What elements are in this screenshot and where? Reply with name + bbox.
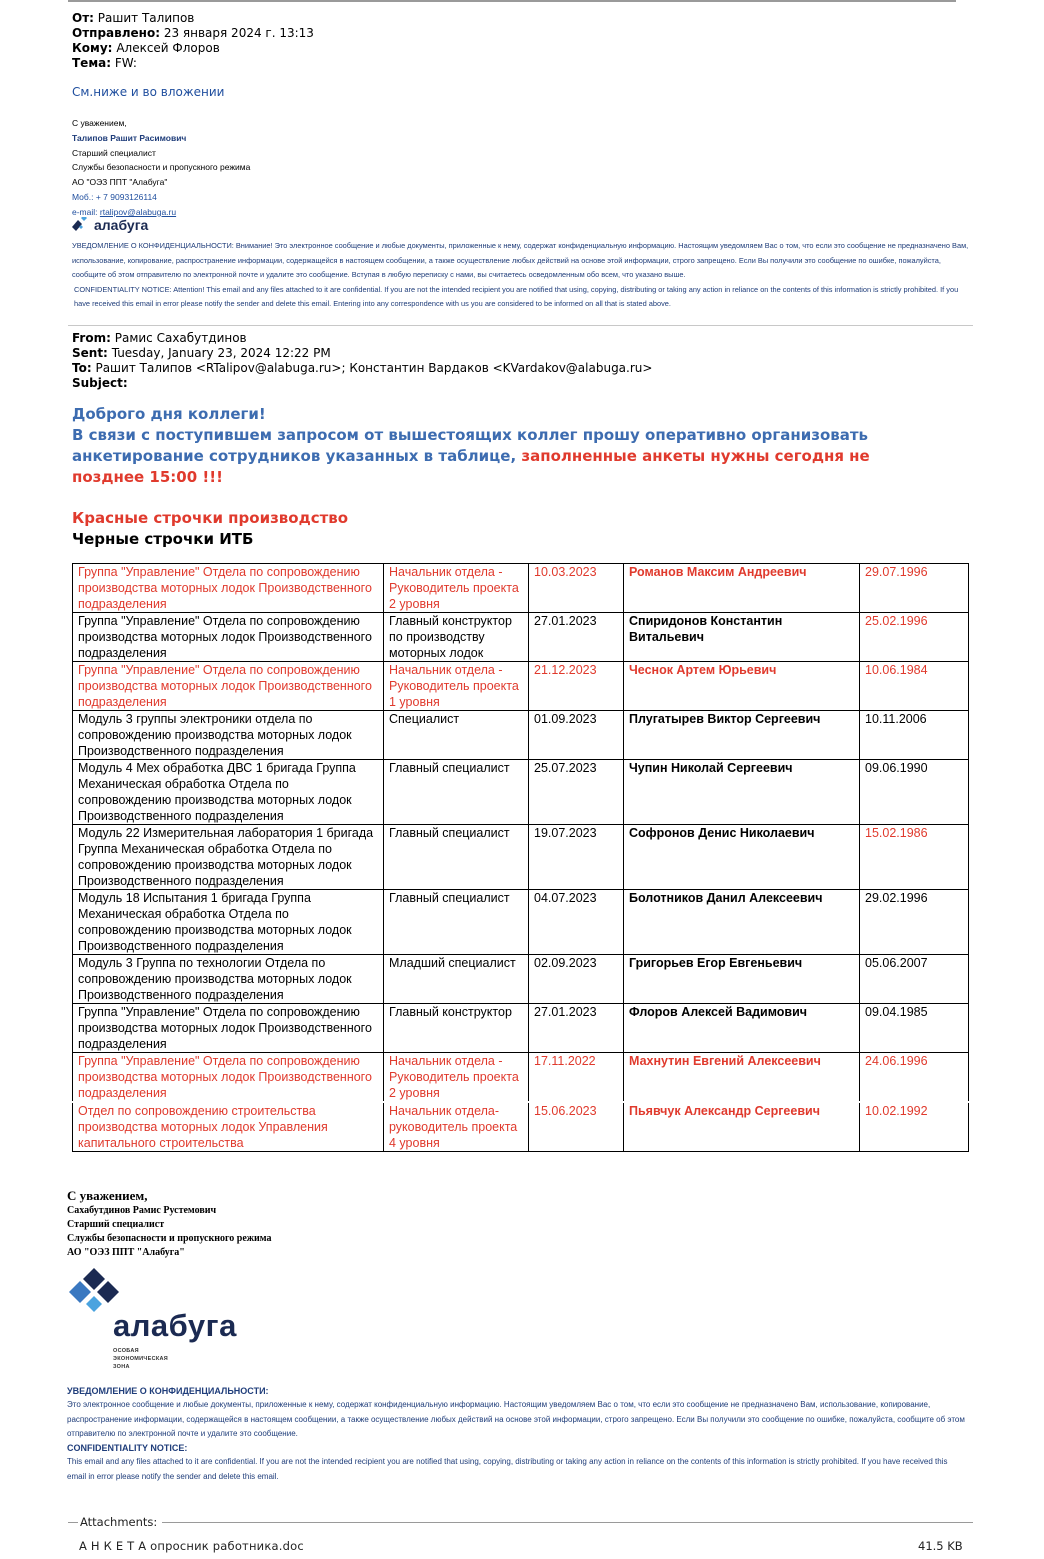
- message-line3: позднее 15:00 !!!: [72, 468, 223, 486]
- employee-name-cell: Чупин Николай Сергеевич: [624, 760, 860, 825]
- large-logo-subtitle: ОСОБАЯ ЭКОНОМИЧЕСКАЯ ЗОНА: [113, 1348, 169, 1370]
- position-cell: Начальник отдела - Руководитель проекта 2 уровня: [384, 564, 529, 613]
- position-cell: Главный специалист: [384, 890, 529, 955]
- from-value: Рашит Талипов: [97, 11, 195, 25]
- position-cell: Специалист: [384, 711, 529, 760]
- birth-date-cell: 05.06.2007: [860, 955, 969, 1004]
- employee-table-body: [73, 564, 969, 1152]
- employee-table: [72, 563, 969, 1152]
- table-row: [73, 890, 969, 955]
- sig1-name: Талипов Рашит Расимович: [72, 132, 187, 143]
- birth-date-cell: 10.06.1984: [860, 662, 969, 711]
- department-cell: Модуль 3 Группа по технологии Отдела по сопровождению производства моторных лодок Производственного подразделения: [73, 955, 384, 1004]
- attachments-rule-left: [68, 1522, 78, 1523]
- small-logo: [72, 217, 148, 233]
- hire-date-cell: 19.07.2023: [529, 825, 624, 890]
- sig1-email-link[interactable]: rtalipov@alabuga.ru: [99, 206, 177, 217]
- hire-date-cell: 10.03.2023: [529, 564, 624, 613]
- position-cell: Главный конструктор по производству моторных лодок: [384, 613, 529, 662]
- notice1-ru: УВЕДОМЛЕНИЕ О КОНФИДЕНЦИАЛЬНОСТИ: Внимание! Это электронное сообщение и любые документы, приложенные к нему, содержат конфиденциальную информацию. Настоящим уведомляем Вас о том, что если это сообщение не предназначено Вам, использование, копирование, распространение информации, содержащейся в настоящем сообщении, а также осуществление любых действий на основе этой информации, строго запрещено. Если Вы получили это сообщение по ошибке, пожалуйста, сообщите об этом отправителю по электронной почте и удалите это сообщение. Вступая в любую переписку с нами, вы считаетесь осведомленным обо всем, что указано выше.: [72, 241, 969, 279]
- department-cell: Модуль 22 Измерительная лаборатория 1 бригада Группа Механическая обработка Отдела по сопровождению производства моторных лодок Производственного подразделения: [73, 825, 384, 890]
- sig2-greeting: С уважением,: [67, 1188, 148, 1203]
- notice2-en-text: This email and any files attached to it are confidential. If you are not the intended recipient you are notified that using, copying, distributing or taking any action in reliance on the contents of this information is strictly prohibited. If you have received this email in error please notify the sender and delete this email.: [67, 1457, 948, 1481]
- sig2-department: Службы безопасности и пропускного режима: [67, 1233, 272, 1244]
- message-line1: В связи с поступившем запросом от вышестоящих коллег прошу оперативно организовать: [72, 426, 869, 444]
- sig2-position: Старший специалист: [67, 1219, 165, 1230]
- top-divider: [68, 0, 956, 2]
- email-header: [72, 11, 314, 71]
- employee-name-cell: Романов Максим Андреевич: [624, 564, 860, 613]
- alabuga-logo-icon: [72, 217, 90, 233]
- position-cell: Главный специалист: [384, 760, 529, 825]
- message-line2: анкетирование сотрудников указанных в таблице, заполненные анкеты нужны сегодня не: [72, 447, 870, 465]
- table-row: [73, 825, 969, 890]
- position-cell: Начальник отдела - Руководитель проекта 1 уровня: [384, 662, 529, 711]
- table-row: [73, 1102, 969, 1152]
- position-cell: Главный конструктор: [384, 1004, 529, 1053]
- signature-2: [67, 1188, 272, 1260]
- table-row: [73, 711, 969, 760]
- sig1-company: АО "ОЭЗ ППТ "Алабуга": [72, 177, 168, 188]
- fwd-sent-row: Sent: Tuesday, January 23, 2024 12:22 PM: [72, 346, 331, 360]
- department-cell: Группа "Управление" Отдела по сопровождению производства моторных лодок Производственного подразделения: [73, 662, 384, 711]
- message-greeting: Доброго дня коллеги!: [72, 405, 266, 423]
- attachment-file-size: 41.5 KB: [918, 1539, 963, 1553]
- attachments-rule-right: [162, 1522, 973, 1523]
- table-row: [73, 955, 969, 1004]
- birth-date-cell: 10.11.2006: [860, 711, 969, 760]
- employee-name-cell: Флоров Алексей Вадимович: [624, 1004, 860, 1053]
- department-cell: Модуль 18 Испытания 1 бригада Группа Механическая обработка Отдела по сопровождению производства моторных лодок Производственного подразделения: [73, 890, 384, 955]
- legend-black-rows: Черные строчки ИТБ: [72, 530, 254, 548]
- to-row: Кому: Алексей Флоров: [72, 41, 220, 55]
- table-row: [73, 564, 969, 613]
- fwd-to-row: To: Рашит Талипов <RTalipov@alabuga.ru>; Константин Вардаков <KVardakov@alabuga.ru>: [72, 361, 653, 375]
- subject-value: FW:: [114, 56, 137, 70]
- employee-name-cell: Болотников Данил Алексеевич: [624, 890, 860, 955]
- confidentiality-notice-2: [67, 1384, 967, 1484]
- attachments-label: Attachments:: [80, 1515, 158, 1529]
- forwarded-header: [72, 331, 652, 391]
- notice2-en-title: CONFIDENTIALITY NOTICE:: [67, 1443, 188, 1454]
- sig1-department: Службы безопасности и пропускного режима: [72, 162, 251, 173]
- email-body-text: См.ниже и во вложении: [72, 85, 225, 99]
- department-cell: Модуль 3 группы электроники отдела по сопровождению производства моторных лодок Производственного подразделения: [73, 711, 384, 760]
- hire-date-cell: 27.01.2023: [529, 613, 624, 662]
- hire-date-cell: 01.09.2023: [529, 711, 624, 760]
- forward-separator: [68, 325, 973, 326]
- employee-name-cell: Григорьев Егор Евгеньевич: [624, 955, 860, 1004]
- position-cell: Младший специалист: [384, 955, 529, 1004]
- large-logo-text: алабуга: [113, 1308, 237, 1343]
- sent-row: Отправлено: 23 января 2024 г. 13:13: [72, 26, 314, 40]
- fwd-subject-row: Subject:: [72, 376, 128, 390]
- birth-date-cell: 24.06.1996: [860, 1053, 969, 1103]
- legend-red-rows: Красные строчки производство: [72, 509, 349, 527]
- table-row: [73, 760, 969, 825]
- department-cell: Отдел по сопровождению строительства производства моторных лодок Управления капитального строительства: [73, 1102, 384, 1152]
- birth-date-cell: 09.04.1985: [860, 1004, 969, 1053]
- birth-date-cell: 15.02.1986: [860, 825, 969, 890]
- sig1-position: Старший специалист: [72, 147, 156, 158]
- signature-1: [72, 116, 250, 220]
- hire-date-cell: 02.09.2023: [529, 955, 624, 1004]
- to-value: Алексей Флоров: [116, 41, 220, 55]
- table-row: [73, 662, 969, 711]
- notice2-ru-text: Это электронное сообщение и любые документы, приложенные к нему, содержат конфиденциальную информацию. Настоящим уведомляем Вас о том, что если это сообщение не предназначено Вам, использование, копирование, распространение информации, содержащейся в настоящем сообщении, а также осуществление любых действий на основе этой информации, строго запрещено. Если Вы получили это сообщение по ошибке, пожалуйста, сообщите об этом отправителю по электронной почте и удалите это сообщение.: [67, 1400, 965, 1438]
- sig1-mobile: Моб.: + 7 9093126114: [72, 191, 157, 202]
- hire-date-cell: 25.07.2023: [529, 760, 624, 825]
- table-row: [73, 613, 969, 662]
- birth-date-cell: 10.02.1992: [860, 1102, 969, 1152]
- hire-date-cell: 15.06.2023: [529, 1102, 624, 1152]
- sig1-email-row: e-mail: rtalipov@alabuga.ru: [72, 206, 177, 217]
- department-cell: Группа "Управление" Отдела по сопровождению производства моторных лодок Производственного подразделения: [73, 613, 384, 662]
- birth-date-cell: 25.02.1996: [860, 613, 969, 662]
- hire-date-cell: 27.01.2023: [529, 1004, 624, 1053]
- department-cell: Группа "Управление" Отдела по сопровождению производства моторных лодок Производственного подразделения: [73, 1053, 384, 1103]
- subject-row: Тема: FW:: [72, 56, 137, 70]
- sig2-company: АО "ОЭЗ ППТ "Алабуга": [67, 1247, 185, 1258]
- sig1-greeting: С уважением,: [72, 118, 127, 128]
- employee-name-cell: Плугатырев Виктор Сергеевич: [624, 711, 860, 760]
- table-row: [73, 1053, 969, 1103]
- sent-value: 23 января 2024 г. 13:13: [163, 26, 314, 40]
- position-cell: Начальник отдела- руководитель проекта 4 уровня: [384, 1102, 529, 1152]
- department-cell: Группа "Управление" Отдела по сопровождению производства моторных лодок Производственного подразделения: [73, 564, 384, 613]
- small-logo-text: алабуга: [94, 217, 149, 233]
- large-logo: [67, 1266, 267, 1376]
- position-cell: Главный специалист: [384, 825, 529, 890]
- hire-date-cell: 21.12.2023: [529, 662, 624, 711]
- employee-name-cell: Махнутин Евгений Алексеевич: [624, 1053, 860, 1103]
- birth-date-cell: 29.07.1996: [860, 564, 969, 613]
- hire-date-cell: 04.07.2023: [529, 890, 624, 955]
- employee-name-cell: Пьявчук Александр Сергеевич: [624, 1102, 860, 1152]
- fwd-from-row: From: Рамис Сахабутдинов: [72, 331, 247, 345]
- table-row: [73, 1004, 969, 1053]
- message-text: [72, 404, 992, 488]
- hire-date-cell: 17.11.2022: [529, 1053, 624, 1103]
- confidentiality-notice-1: [72, 239, 974, 312]
- notice1-en: CONFIDENTIALITY NOTICE: Attention! This email and any files attached to it are confidential. If you are not the intended recipient you are notified that using, copying, distributing or taking any action in reliance on the contents of this information is strictly prohibited. If you have received this email in error please notify the sender and delete this email. Entering into any correspondence with us you are considered to be informed on all that is stated above.: [74, 284, 959, 308]
- employee-name-cell: Софронов Денис Николаевич: [624, 825, 860, 890]
- from-row: От: Рашит Талипов: [72, 11, 195, 25]
- department-cell: Группа "Управление" Отдела по сопровождению производства моторных лодок Производственного подразделения: [73, 1004, 384, 1053]
- employee-name-cell: Чеснок Артем Юрьевич: [624, 662, 860, 711]
- position-cell: Начальник отдела - Руководитель проекта 2 уровня: [384, 1053, 529, 1103]
- department-cell: Модуль 4 Мех обработка ДВС 1 бригада Группа Механическая обработка Отдела по сопровождению производства моторных лодок Производственного подразделения: [73, 760, 384, 825]
- sig2-name: Сахабутдинов Рамис Рустемович: [67, 1205, 217, 1216]
- birth-date-cell: 09.06.1990: [860, 760, 969, 825]
- attachment-file-name[interactable]: А Н К Е Т А опросник работника.doc: [79, 1539, 304, 1553]
- notice2-ru-title: УВЕДОМЛЕНИЕ О КОНФИДЕНЦИАЛЬНОСТИ:: [67, 1386, 269, 1396]
- employee-name-cell: Спиридонов Константин Витальевич: [624, 613, 860, 662]
- birth-date-cell: 29.02.1996: [860, 890, 969, 955]
